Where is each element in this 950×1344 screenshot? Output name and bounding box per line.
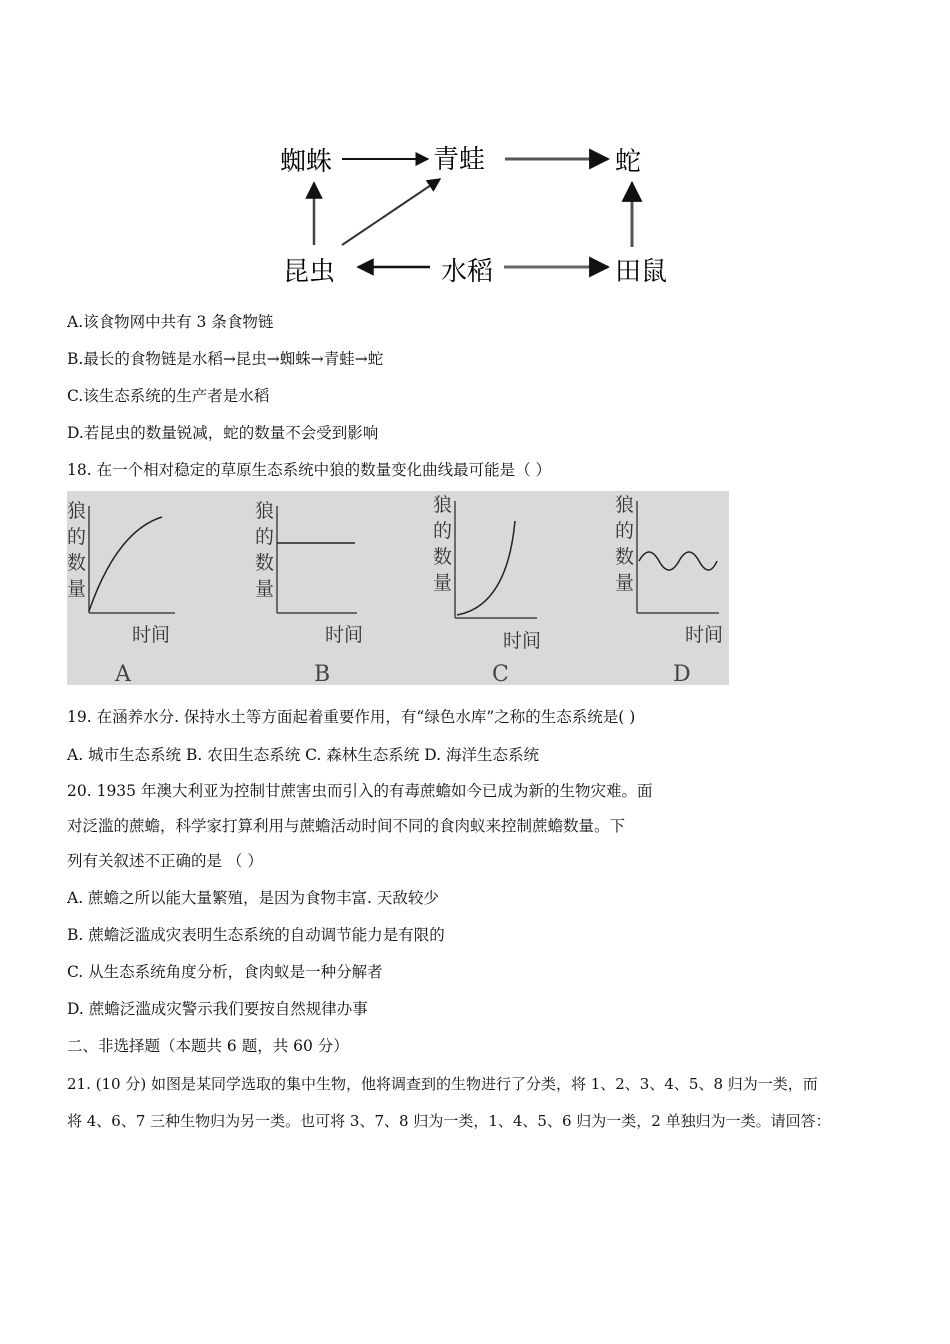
panel-a-ylabel-4: 量 [67, 578, 87, 600]
q17-option-d: D.若昆虫的数量锐减，蛇的数量不会受到影响 [67, 424, 379, 442]
q17-option-a: A.该食物网中共有 3 条食物链 [67, 313, 274, 331]
panel-a-ylabel-3: 数 [67, 552, 87, 574]
panel-a-ylabel-1: 狼 [67, 500, 87, 522]
q17-option-c: C.该生态系统的生产者是水稻 [67, 387, 270, 405]
node-frog: 青蛙 [433, 145, 486, 175]
panel-b-ylabel-3: 数 [255, 552, 275, 574]
panel-d-curve [639, 552, 717, 570]
q20-option-b: B. 蔗蟾泛滥成灾表明生态系统的自动调节能力是有限的 [67, 926, 445, 944]
curve-panel-c [433, 494, 541, 685]
q19-question: 19. 在涵养水分. 保持水土等方面起着重要作用，有“绿色水库”之称的生态系统是( ) [67, 708, 636, 726]
panel-a-curve [89, 517, 162, 611]
q20-option-d: D. 蔗蟾泛滥成灾警示我们要按自然规律办事 [67, 1000, 368, 1018]
panel-c-ylabel-3: 数 [433, 546, 453, 568]
panel-b-ylabel-2: 的 [255, 526, 275, 548]
panel-c-ylabel-4: 量 [433, 572, 453, 594]
panel-d-ylabel-2: 的 [615, 520, 635, 542]
panel-c-letter: C [492, 662, 509, 685]
panel-b-letter: B [314, 662, 331, 685]
arrow-insect-frog [342, 179, 440, 245]
q17-option-b: B.最长的食物链是水稻→昆虫→蜘蛛→青蛙→蛇 [67, 350, 384, 368]
q21-question-line-2: 将 4、6、7 三种生物归为另一类。也可将 3、7、8 归为一类，1、4、5、6 归为一类，2 单独归为一类。请回答： [67, 1112, 831, 1130]
panel-d-ylabel-4: 量 [615, 572, 635, 594]
q18-question: 18. 在一个相对稳定的草原生态系统中狼的数量变化曲线最可能是（ ） [67, 461, 552, 479]
panel-b-ylabel-4: 量 [255, 578, 275, 600]
node-insect: 昆虫 [283, 257, 336, 287]
curve-panel-a [67, 500, 175, 685]
q20-question-line-1: 20. 1935 年澳大利亚为控制甘蔗害虫而引入的有毒蔗蟾如今已成为新的生物灾难。面 [67, 782, 653, 800]
panel-c-xlabel: 时间 [503, 630, 542, 652]
panel-c-curve [457, 521, 515, 615]
curve-panel-d [615, 494, 723, 685]
wolf-population-curves [67, 491, 729, 685]
food-web-diagram [270, 135, 690, 295]
panel-a-ylabel-2: 的 [67, 526, 87, 548]
q20-question-line-2: 对泛滥的蔗蟾，科学家打算利用与蔗蟾活动时间不同的食肉蚁来控制蔗蟾数量。下 [67, 817, 626, 835]
panel-d-letter: D [673, 662, 691, 685]
panel-d-ylabel-3: 数 [615, 546, 635, 568]
node-rice: 水稻 [441, 257, 494, 287]
panel-d-xlabel: 时间 [685, 624, 724, 646]
q20-option-c: C. 从生态系统角度分析，食肉蚁是一种分解者 [67, 963, 383, 981]
panel-b-xlabel: 时间 [325, 624, 364, 646]
q20-question-line-3: 列有关叙述不正确的是 （ ） [67, 852, 263, 870]
q19-options: A. 城市生态系统 B. 农田生态系统 C. 森林生态系统 D. 海洋生态系统 [67, 746, 539, 764]
panel-d-ylabel-1: 狼 [615, 494, 635, 516]
q20-option-a: A. 蔗蟾之所以能大量繁殖，是因为食物丰富. 天敌较少 [67, 889, 439, 907]
q21-question-line-1: 21. (10 分) 如图是某同学选取的集中生物，他将调查到的生物进行了分类，将 1、2、3、4、5、8 归为一类，而 [67, 1075, 818, 1093]
section-two-heading: 二、非选择题（本题共 6 题，共 60 分） [67, 1037, 349, 1055]
panel-a-xlabel: 时间 [132, 624, 171, 646]
node-spider: 蜘蛛 [280, 147, 333, 177]
panel-c-ylabel-2: 的 [433, 520, 453, 542]
panel-c-ylabel-1: 狼 [433, 494, 453, 516]
node-rat: 田鼠 [615, 257, 668, 287]
panel-a-letter: A [115, 662, 131, 685]
curve-panel-b [255, 500, 363, 685]
panel-b-ylabel-1: 狼 [255, 500, 275, 522]
node-snake: 蛇 [615, 147, 642, 177]
